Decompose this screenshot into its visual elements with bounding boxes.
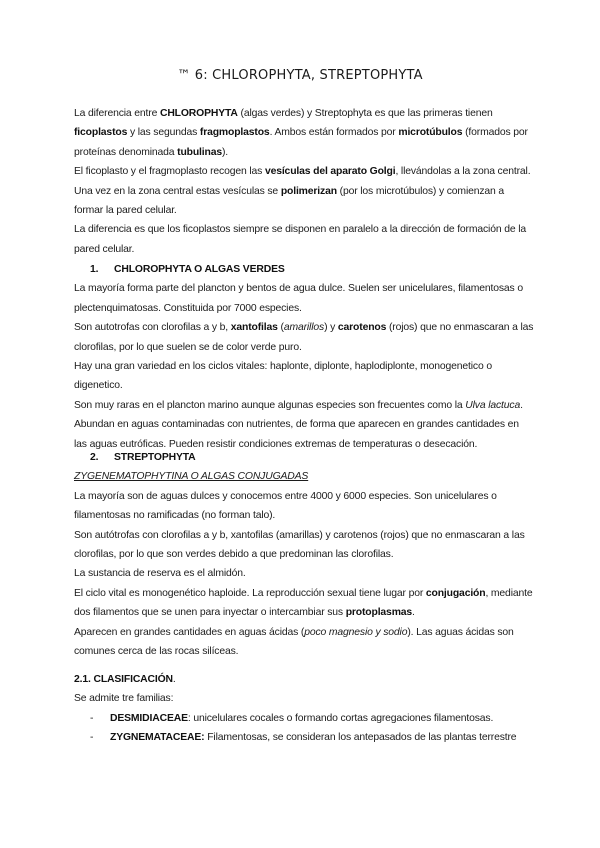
section-2-1-intro: Se admite tre familias: <box>74 693 174 705</box>
text-run: y las segundas <box>127 127 200 139</box>
bold-term: conjugación <box>425 587 486 599</box>
section-2-1-title: 2.1. CLASIFICACIÓN <box>74 674 173 685</box>
species-name: Ulva lactuca <box>465 399 521 411</box>
section-2-1-title-dot: . <box>172 674 176 685</box>
family-name: DESMIDIACEAE <box>110 712 188 724</box>
bold-term: polimerizan <box>280 185 337 197</box>
family-list-item <box>74 728 534 747</box>
text-run: (algas verdes) y Streptophyta es que las primeras tienen <box>237 108 493 119</box>
text-run: Son autotrofas con clorofilas a y b, <box>74 322 231 334</box>
section-2-subheading: ZYGENEMATOPHYTINA O ALGAS CONJUGADAS <box>74 471 309 483</box>
section-2-paragraph-3: La sustancia de reserva es el almidón. <box>74 568 246 580</box>
section-1-number: 1. <box>90 264 99 275</box>
family-description: : unicelulares cocales o formando cortas agregaciones filamentosas. <box>187 712 494 724</box>
bold-term: fragmoplastos <box>199 127 270 139</box>
section-2-paragraph-1: La mayoría son de aguas dulces y conocemos entre 4000 y 6000 especies. Son unicelulares o filamentosas no ramificadas (no forman talo). <box>74 490 497 522</box>
section-1-title: CHLOROPHYTA O ALGAS VERDES <box>114 264 285 275</box>
italic-term: poco magnesio y sodio <box>304 626 408 638</box>
text-run: El ficoplasto y el fragmoplasto recogen las <box>74 166 265 178</box>
family-list <box>74 709 534 748</box>
family-list-item <box>74 709 534 728</box>
text-run: . <box>412 607 415 619</box>
text-run: (rojos) que no enmascaran a las clorofilas, por lo que suelen se de color verde puro. <box>74 322 534 353</box>
section-2-number: 2. <box>90 452 99 463</box>
section-1-p4-end: . <box>520 399 523 411</box>
text-run: Aparecen en grandes cantidades en aguas ácidas ( <box>74 626 305 638</box>
section-2 <box>74 448 534 661</box>
section-1-paragraph-1: La mayoría forma parte del plancton y bentos de agua dulce. Suelen ser unicelulares, filamentosas o plectenquimatosas. Constituida por 7000 especies. <box>74 283 523 314</box>
text-run: , mediante dos filamentos que se unen para inyectar o intercambiar sus <box>74 587 533 619</box>
section-2-title: STREPTOPHYTA <box>114 452 196 463</box>
bold-term: protoplasmas <box>345 607 413 619</box>
text-run: ) y <box>324 322 338 334</box>
family-name: ZYGNEMATACEAE: <box>110 732 205 744</box>
text-run: (por los microtúbulos) y comienzan a formar la pared celular. <box>74 185 505 217</box>
bold-term: microtúbulos <box>398 127 463 139</box>
list-dash: - <box>90 712 94 724</box>
section-1-heading <box>74 260 534 279</box>
text-run: ( <box>277 322 284 334</box>
section-2-heading <box>74 448 534 467</box>
intro-paragraph-3: La diferencia es que los ficoplastos siempre se disponen en paralelo a la dirección de formación de la pared celular. <box>74 224 526 255</box>
section-1-p4-text: Son muy raras en el plancton marino aunque algunas especies son frecuentes como la <box>74 399 466 411</box>
section-1-paragraph-5: Abundan en aguas contaminadas con nutrientes, de forma que aparecen en grandes cantidades en las aguas eutróficas. Pueden resistir condiciones extremas de temperaturas o desecación. <box>74 419 519 450</box>
text-run: . Ambos están formados por <box>269 127 399 139</box>
bold-term: ficoplastos <box>74 127 128 139</box>
intro-block <box>74 104 534 259</box>
text-run: ). Las aguas ácidas son comunes cerca de las rocas silíceas. <box>74 626 514 658</box>
text-run: ). <box>222 146 229 158</box>
bold-term: vesículas del aparato Golgi <box>264 166 396 178</box>
section-2-1 <box>74 670 534 748</box>
section-1 <box>74 260 534 454</box>
section-1-paragraph-4 <box>74 396 534 415</box>
text-run: , llevándolas a la zona central. Una vez en la zona central estas vesículas se <box>74 166 531 197</box>
section-1-paragraph-3: Hay una gran variedad en los ciclos vitales: haplonte, diplonte, haplodiplonte, monogenetico o digenetico. <box>74 361 492 392</box>
list-dash: - <box>90 732 94 744</box>
family-description: Filamentosas, se consideran los antepasados de las plantas terrestre <box>204 732 517 744</box>
bold-term: xantofilas <box>230 322 278 334</box>
intro-paragraph-2 <box>74 162 534 220</box>
bold-term: tubulinas <box>177 146 222 158</box>
bold-term: carotenos <box>337 322 387 334</box>
italic-term: amarillos <box>283 322 325 334</box>
bold-term: CHLOROPHYTA <box>159 108 238 119</box>
document-title: ™ 6: CHLOROPHYTA, STREPTOPHYTA <box>177 68 423 83</box>
section-1-paragraph-2 <box>74 318 534 357</box>
text-run: La diferencia entre <box>74 108 160 119</box>
text-run: (formados por proteínas denominada <box>74 127 528 158</box>
section-2-1-heading <box>74 670 534 689</box>
intro-paragraph-1 <box>74 104 534 162</box>
section-2-paragraph-2: Son autótrofas con clorofilas a y b, xantofilas (amarillas) y carotenos (rojos) que no enmascaran a las clorofilas, por lo que son verdes debido a que predominan las clorofilas. <box>74 529 525 561</box>
text-run: El ciclo vital es monogenético haploide. La reproducción sexual tiene lugar por <box>74 587 426 599</box>
section-2-paragraph-5 <box>74 623 534 662</box>
section-2-paragraph-4 <box>74 584 534 623</box>
